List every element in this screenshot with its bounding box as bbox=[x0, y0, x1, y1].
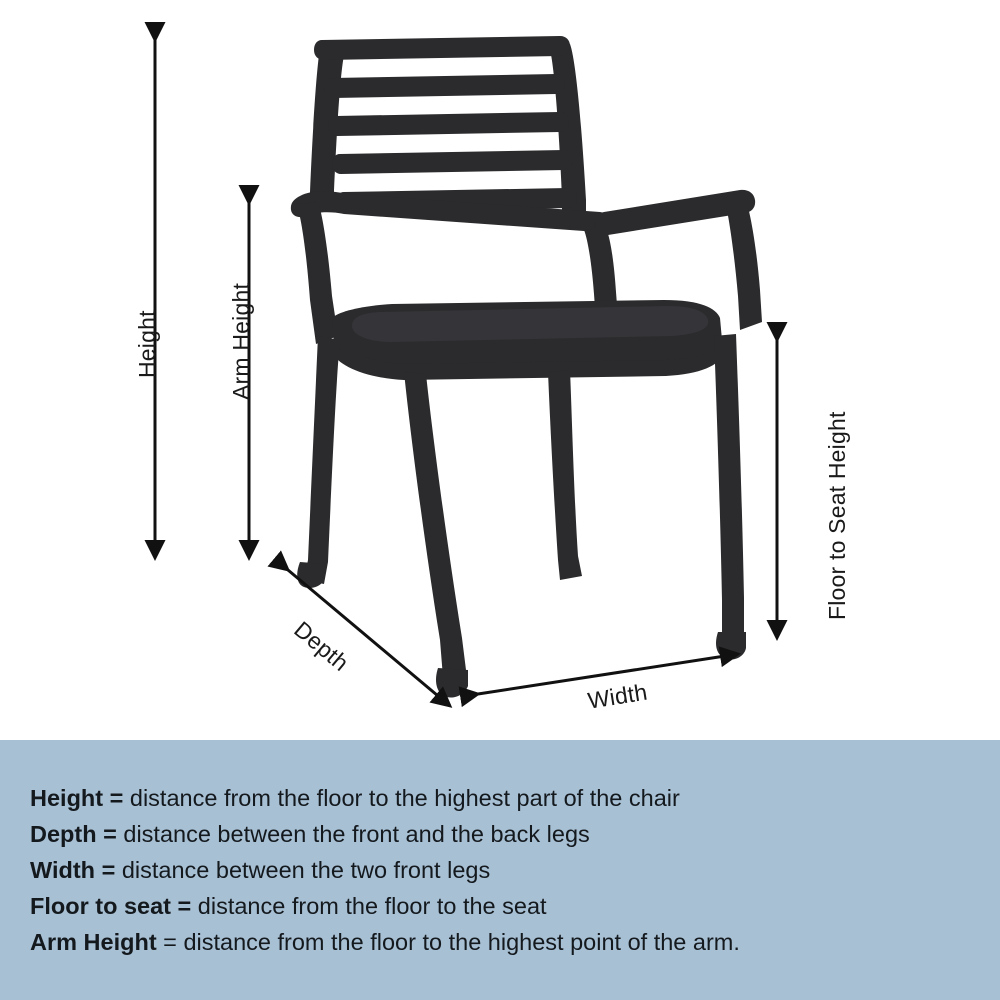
legend-definition: distance from the floor to the seat bbox=[191, 893, 547, 919]
legend-term: Width = bbox=[30, 857, 116, 883]
legend-definition: distance between the front and the back legs bbox=[116, 821, 590, 847]
height-label: Height bbox=[134, 310, 160, 378]
legend-item bbox=[30, 888, 1000, 924]
width-label: Width bbox=[586, 678, 650, 714]
legend-definition: distance between the two front legs bbox=[115, 857, 491, 883]
legend-term: Floor to seat = bbox=[30, 893, 192, 919]
legend-item bbox=[30, 924, 1000, 960]
legend-term: Height = bbox=[30, 785, 124, 811]
arm-height-label: Arm Height bbox=[228, 282, 254, 400]
floor-to-seat-height-label: Floor to Seat Height bbox=[824, 411, 850, 620]
definitions-legend bbox=[0, 740, 1000, 1000]
depth-label: Depth bbox=[289, 616, 354, 677]
legend-term: Arm Height bbox=[30, 929, 157, 955]
legend-item bbox=[30, 816, 1000, 852]
legend-item bbox=[30, 852, 1000, 888]
legend-item bbox=[30, 780, 1000, 816]
legend-definition: = distance from the floor to the highest point of the arm. bbox=[156, 929, 740, 955]
chair-illustration bbox=[291, 36, 762, 698]
legend-definition: distance from the floor to the highest part of the chair bbox=[123, 785, 680, 811]
legend-term: Depth = bbox=[30, 821, 117, 847]
